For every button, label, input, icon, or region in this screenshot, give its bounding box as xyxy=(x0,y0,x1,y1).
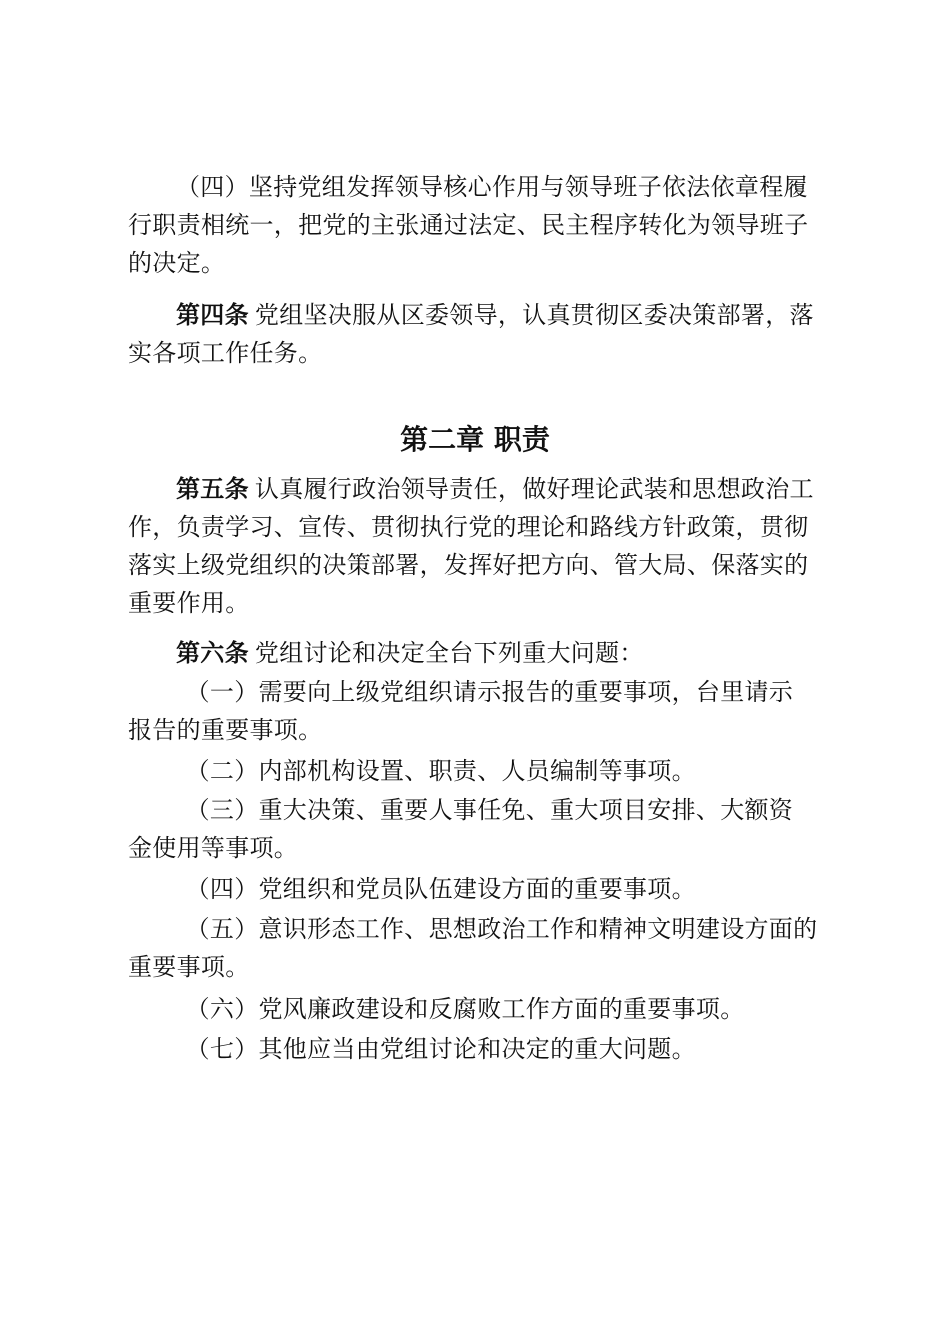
article-five xyxy=(128,470,828,622)
article-four xyxy=(128,296,828,372)
article-six-label: 第六条 xyxy=(176,639,249,667)
list-item: （三）重大决策、重要人事任免、重大项目安排、大额资金使用等事项。 xyxy=(128,796,794,862)
article-five-label: 第五条 xyxy=(176,475,249,503)
article-four-text: 党组坚决服从区委领导，认真贯彻区委决策部署，落实各项工作任务。 xyxy=(128,301,814,367)
paragraph-item-four: （四）坚持党组发挥领导核心作用与领导班子依法依章程履行职责相统一，把党的主张通过法定、民主程序转化为领导班子的决定。 xyxy=(128,173,809,277)
article-four-label: 第四条 xyxy=(176,301,249,329)
chapter-title: 第二章 职责 xyxy=(400,423,550,456)
list-item: （七）其他应当由党组讨论和决定的重大问题。 xyxy=(185,1035,696,1063)
article-five-text: 认真履行政治领导责任，做好理论武装和思想政治工作，负责学习、宣传、贯彻执行党的理论和路线方针政策，贯彻落实上级党组织的决策部署，发挥好把方向、管大局、保落实的重要作用。 xyxy=(128,475,814,617)
list-item: （一）需要向上级党组织请示报告的重要事项，台里请示报告的重要事项。 xyxy=(128,678,794,744)
list-item: （四）党组织和党员队伍建设方面的重要事项。 xyxy=(185,875,696,903)
list-item: （二）内部机构设置、职责、人员编制等事项。 xyxy=(185,757,696,785)
list-item: （六）党风廉政建设和反腐败工作方面的重要事项。 xyxy=(185,995,745,1023)
article-six xyxy=(128,634,828,672)
list-item: （五）意识形态工作、思想政治工作和精神文明建设方面的重要事项。 xyxy=(128,915,818,981)
article-six-text: 党组讨论和决定全台下列重大问题： xyxy=(254,639,644,667)
